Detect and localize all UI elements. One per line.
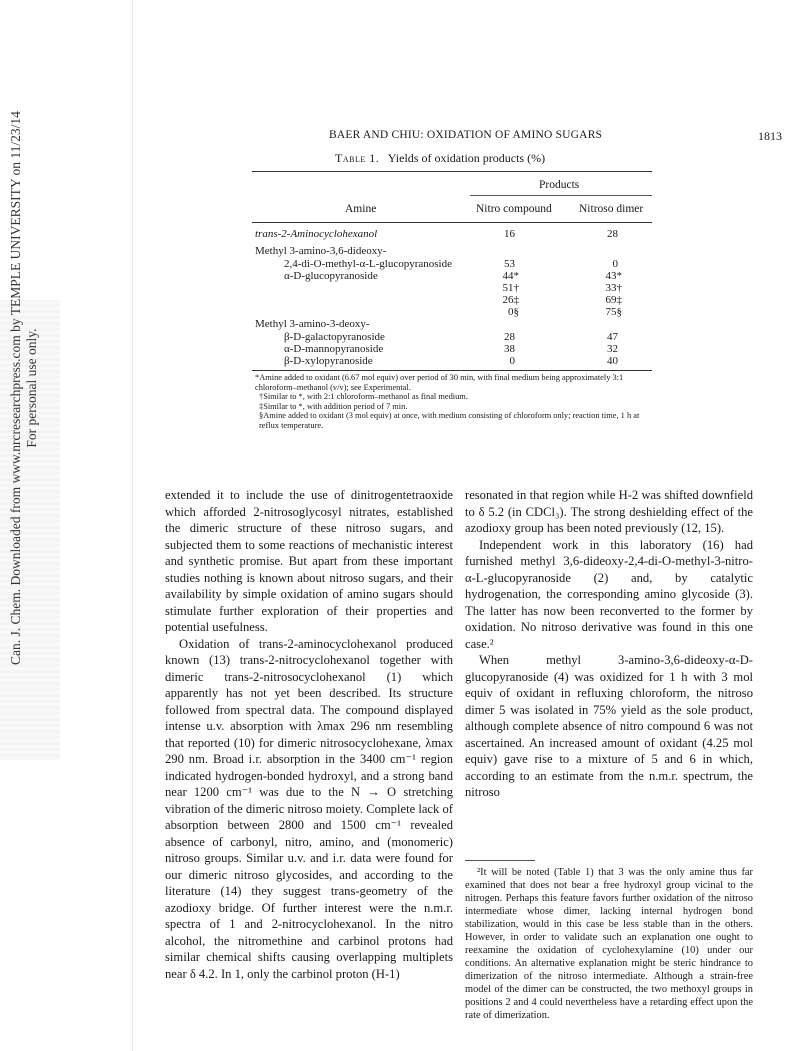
- table-row-nitroso-2: 0: [612, 258, 618, 270]
- table-header-rule: [252, 222, 652, 223]
- right-column: [465, 487, 753, 801]
- table-row-nitroso-9: 32: [607, 343, 618, 355]
- table-footnote: ‡Similar to *, with addition period of 7 min.: [259, 401, 408, 411]
- table-row-nitro-8: 28: [504, 331, 515, 343]
- table-row-nitro-0: 16: [504, 228, 515, 240]
- table-row-nitro-5: 26‡: [502, 294, 519, 306]
- table-row-amine-10: β-D-xylopyranoside: [284, 355, 373, 367]
- table-title: [335, 151, 545, 166]
- table-row-nitroso-10: 40: [607, 355, 618, 367]
- table-caption: Yields of oxidation products (%): [387, 151, 546, 165]
- table-bottom-rule: [252, 370, 652, 371]
- table-row-nitroso-3: 43*: [605, 270, 622, 282]
- table-row-nitroso-0: 28: [607, 228, 618, 240]
- products-rule: [470, 195, 652, 196]
- running-head: BAER AND CHIU: OXIDATION OF AMINO SUGARS: [329, 129, 603, 141]
- scan-margin-line: [132, 0, 133, 1051]
- table-row-amine-8: β-D-galactopyranoside: [284, 331, 385, 343]
- table-row-amine-7: Methyl 3-amino-3-deoxy-: [255, 318, 370, 330]
- table-row-nitroso-8: 47: [607, 331, 618, 343]
- table-row-nitroso-5: 69‡: [605, 294, 622, 306]
- left-column: [165, 487, 453, 982]
- table-row-amine-0: trans-2-Aminocyclohexanol: [255, 228, 378, 240]
- table-footnote: †Similar to *, with 2:1 chloroform–methanol as final medium.: [259, 392, 468, 402]
- table-row-amine-9: α-D-mannopyranoside: [284, 343, 384, 355]
- table-row-nitroso-4: 33†: [605, 282, 622, 294]
- body-paragraph: When methyl 3-amino-3,6-dideoxy-α-D-glucopyranoside (4) was oxidized for 1 h with 3 mol equiv of oxidant in refluxing chloroform, the nitroso dimer 5 was isolated in 75% yield as the sole product, although complete absence of nitro compound 6 was not ascertained. An increased amount of oxidant (4.25 mol equiv) gave rise to a mixture of 5 and 6 in which, according to an estimate from the n.m.r. spectrum, the nitroso: [465, 653, 753, 799]
- nitroso-header: Nitroso dimer: [579, 203, 644, 215]
- table-row-nitro-4: 51†: [502, 282, 519, 294]
- nitro-header: Nitro compound: [476, 203, 552, 215]
- table-row-amine-2: 2,4-di-O-methyl-α-L-glucopyranoside: [284, 258, 452, 270]
- table-row-nitroso-6: 75§: [605, 306, 622, 318]
- table-row-nitro-10: 0: [509, 355, 515, 367]
- table-row-nitro-6: 0§: [508, 306, 519, 318]
- table-row-amine-1: Methyl 3-amino-3,6-dideoxy-: [255, 245, 387, 257]
- table-row-nitro-9: 38: [504, 343, 515, 355]
- table-row-nitro-2: 53: [504, 258, 515, 270]
- table-label: Table 1.: [335, 151, 380, 165]
- table-row-amine-3: α-D-glucopyranoside: [284, 270, 378, 282]
- watermark-line-2: For personal use only.: [24, 328, 39, 448]
- body-paragraph: resonated in that region while H-2 was shifted downfield to δ 5.2 (in CDCl₃). The strong deshielding effect of the azodioxy group has been noted previously (12, 15).: [465, 488, 753, 535]
- page-footnote: [465, 866, 753, 1022]
- table-row-nitro-3: 44*: [502, 270, 519, 282]
- table-footnote: *Amine added to oxidant (6.67 mol equiv) over period of 30 min, with final medium being approximately 3:1 chloroform–methanol (v/v); see Experimental.: [255, 373, 624, 392]
- watermark-line-1: Can. J. Chem. Downloaded from www.nrcresearchpress.com by TEMPLE UNIVERSITY on 11/23/14: [8, 111, 23, 665]
- footnote-2: ²It will be noted (Table 1) that 3 was the only amine thus far examined that does not bear a free hydroxyl group vicinal to the nitrogen. Perhaps this feature favors further oxidation of the nitroso intermediate whose dimer, lacking internal hydrogen bond stabilization, would in this case be less stable than in the others. However, in order to validate such an explanation one ought to reexamine the oxidation of cyclohexylamine (10) under our conditions. An alternative explanation might be steric hindrance to dimerization of the nitroso intermediate. Although a strain-free model of the dimer can be constructed, the two methoxyl groups in positions 2 and 4 could nevertheless have a retarding effect upon the rate of dimerization.: [465, 867, 753, 1021]
- body-paragraph: Oxidation of trans-2-aminocyclohexanol produced known (13) trans-2-nitrocyclohexanol together with dimeric trans-2-nitrosocyclohexanol (1) which apparently has not yet been described. Its structure followed from spectral data. The compound displayed intense u.v. absorption with λmax 296 nm resembling that reported (10) for dimeric nitrosocyclohexane, λmax 290 nm. Broad i.r. absorption in the 3400 cm⁻¹ region indicated hydrogen-bonded hydroxyl, and a strong band near 1200 cm⁻¹ was due to the N → O stretching vibration of the dimeric nitroso moiety. Complete lack of absorption between 2800 and 1500 cm⁻¹ revealed absence of carbonyl, nitro, amino, and (monomeric) nitroso groups. Similar u.v. and i.r. data were found for our dimeric nitroso glycosides, and according to the literature (14) they suggest trans-geometry of the azodioxy bridge. Of further interest were the n.m.r. spectra of 1 and 2-nitrocyclohexanol. In the nitro alcohol, the nitromethine and carbinol protons had similar chemical shifts causing overlapping multiplets near δ 4.2. In 1, only the carbinol proton (H-1): [165, 636, 453, 981]
- table-footnote: §Amine added to oxidant (3 mol equiv) at once, with medium consisting of chloroform only; reaction time, 1 h at reflux temperature.: [259, 411, 640, 430]
- body-paragraph: extended it to include the use of dinitrogentetraoxide which afforded 2-nitrosoglycosyl nitrates, established the dimeric structure of these nitroso sugars, and subjected them to some reactions of mechanistic interest and synthetic promise. But apart from these important studies nothing is known about nitroso sugars, and their availability by simple oxidation of amino sugars should stimulate further exploration of their properties and potential usefulness.: [165, 488, 453, 634]
- footnote-rule: [465, 860, 535, 861]
- table-top-rule: [252, 171, 652, 172]
- body-paragraph: Independent work in this laboratory (16) had furnished methyl 3,6-dideoxy-2,4-di-O-methyl-3-nitro-α-L-glucopyranoside (2) and, by catalytic hydrogenation, the corresponding amino glycoside (3). The latter has now been reconverted to the former by oxidation. No nitroso derivative was found in this one case.²: [465, 537, 753, 651]
- page-number: 1813: [758, 129, 782, 143]
- products-header: Products: [539, 179, 580, 191]
- amine-header: Amine: [345, 203, 377, 215]
- table-footnotes: [255, 373, 650, 431]
